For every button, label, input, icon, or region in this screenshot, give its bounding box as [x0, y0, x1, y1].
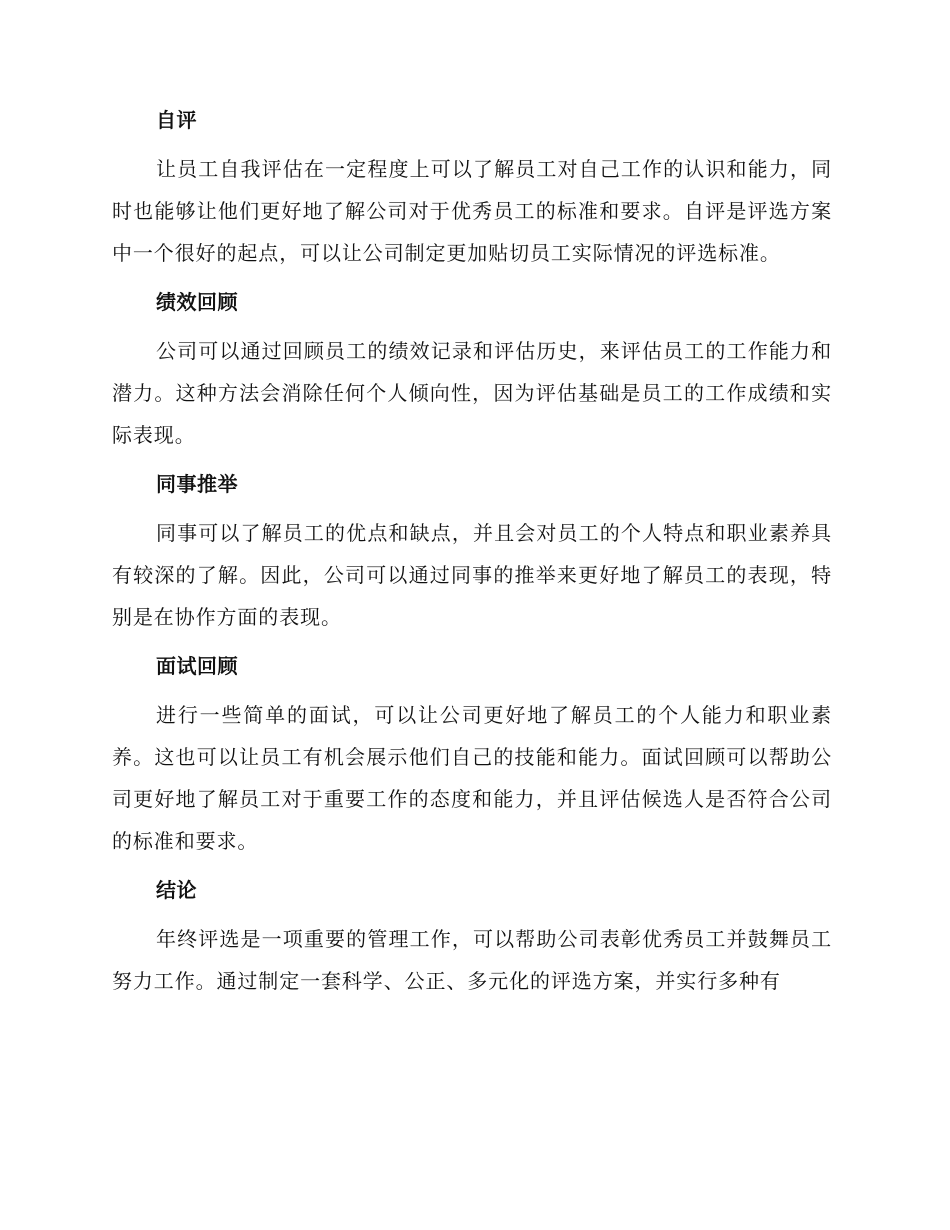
section-heading: 结论	[156, 878, 197, 902]
document-body	[112, 106, 832, 1016]
section-paragraph: 同事可以了解员工的优点和缺点，并且会对员工的个人特点和职业素养具有较深的了解。因此，公司可以通过同事的推举来更好地了解员工的表现，特别是在协作方面的表现。	[112, 521, 832, 629]
section-heading: 面试回顾	[156, 654, 238, 678]
section-paragraph: 年终评选是一项重要的管理工作，可以帮助公司表彰优秀员工并鼓舞员工努力工作。通过制定一套科学、公正、多元化的评选方案，并实行多种有	[112, 927, 832, 993]
section-interview-review	[112, 652, 832, 862]
section-peer-nomination	[112, 470, 832, 638]
section-heading: 绩效回顾	[156, 290, 238, 314]
section-performance-review	[112, 288, 832, 456]
section-paragraph: 进行一些简单的面试，可以让公司更好地了解员工的个人能力和职业素养。这也可以让员工有机会展示他们自己的技能和能力。面试回顾可以帮助公司更好地了解员工对于重要工作的态度和能力，并且评估候选人是否符合公司的标准和要求。	[112, 703, 832, 853]
section-paragraph: 公司可以通过回顾员工的绩效记录和评估历史，来评估员工的工作能力和潜力。这种方法会消除任何个人倾向性，因为评估基础是员工的工作成绩和实际表现。	[112, 339, 832, 447]
section-conclusion	[112, 876, 832, 1002]
section-heading: 自评	[156, 108, 197, 132]
section-heading: 同事推举	[156, 472, 238, 496]
section-self-evaluation	[112, 106, 832, 274]
section-paragraph: 让员工自我评估在一定程度上可以了解员工对自己工作的认识和能力，同时也能够让他们更好地了解公司对于优秀员工的标准和要求。自评是评选方案中一个很好的起点，可以让公司制定更加贴切员工实际情况的评选标准。	[112, 157, 832, 265]
